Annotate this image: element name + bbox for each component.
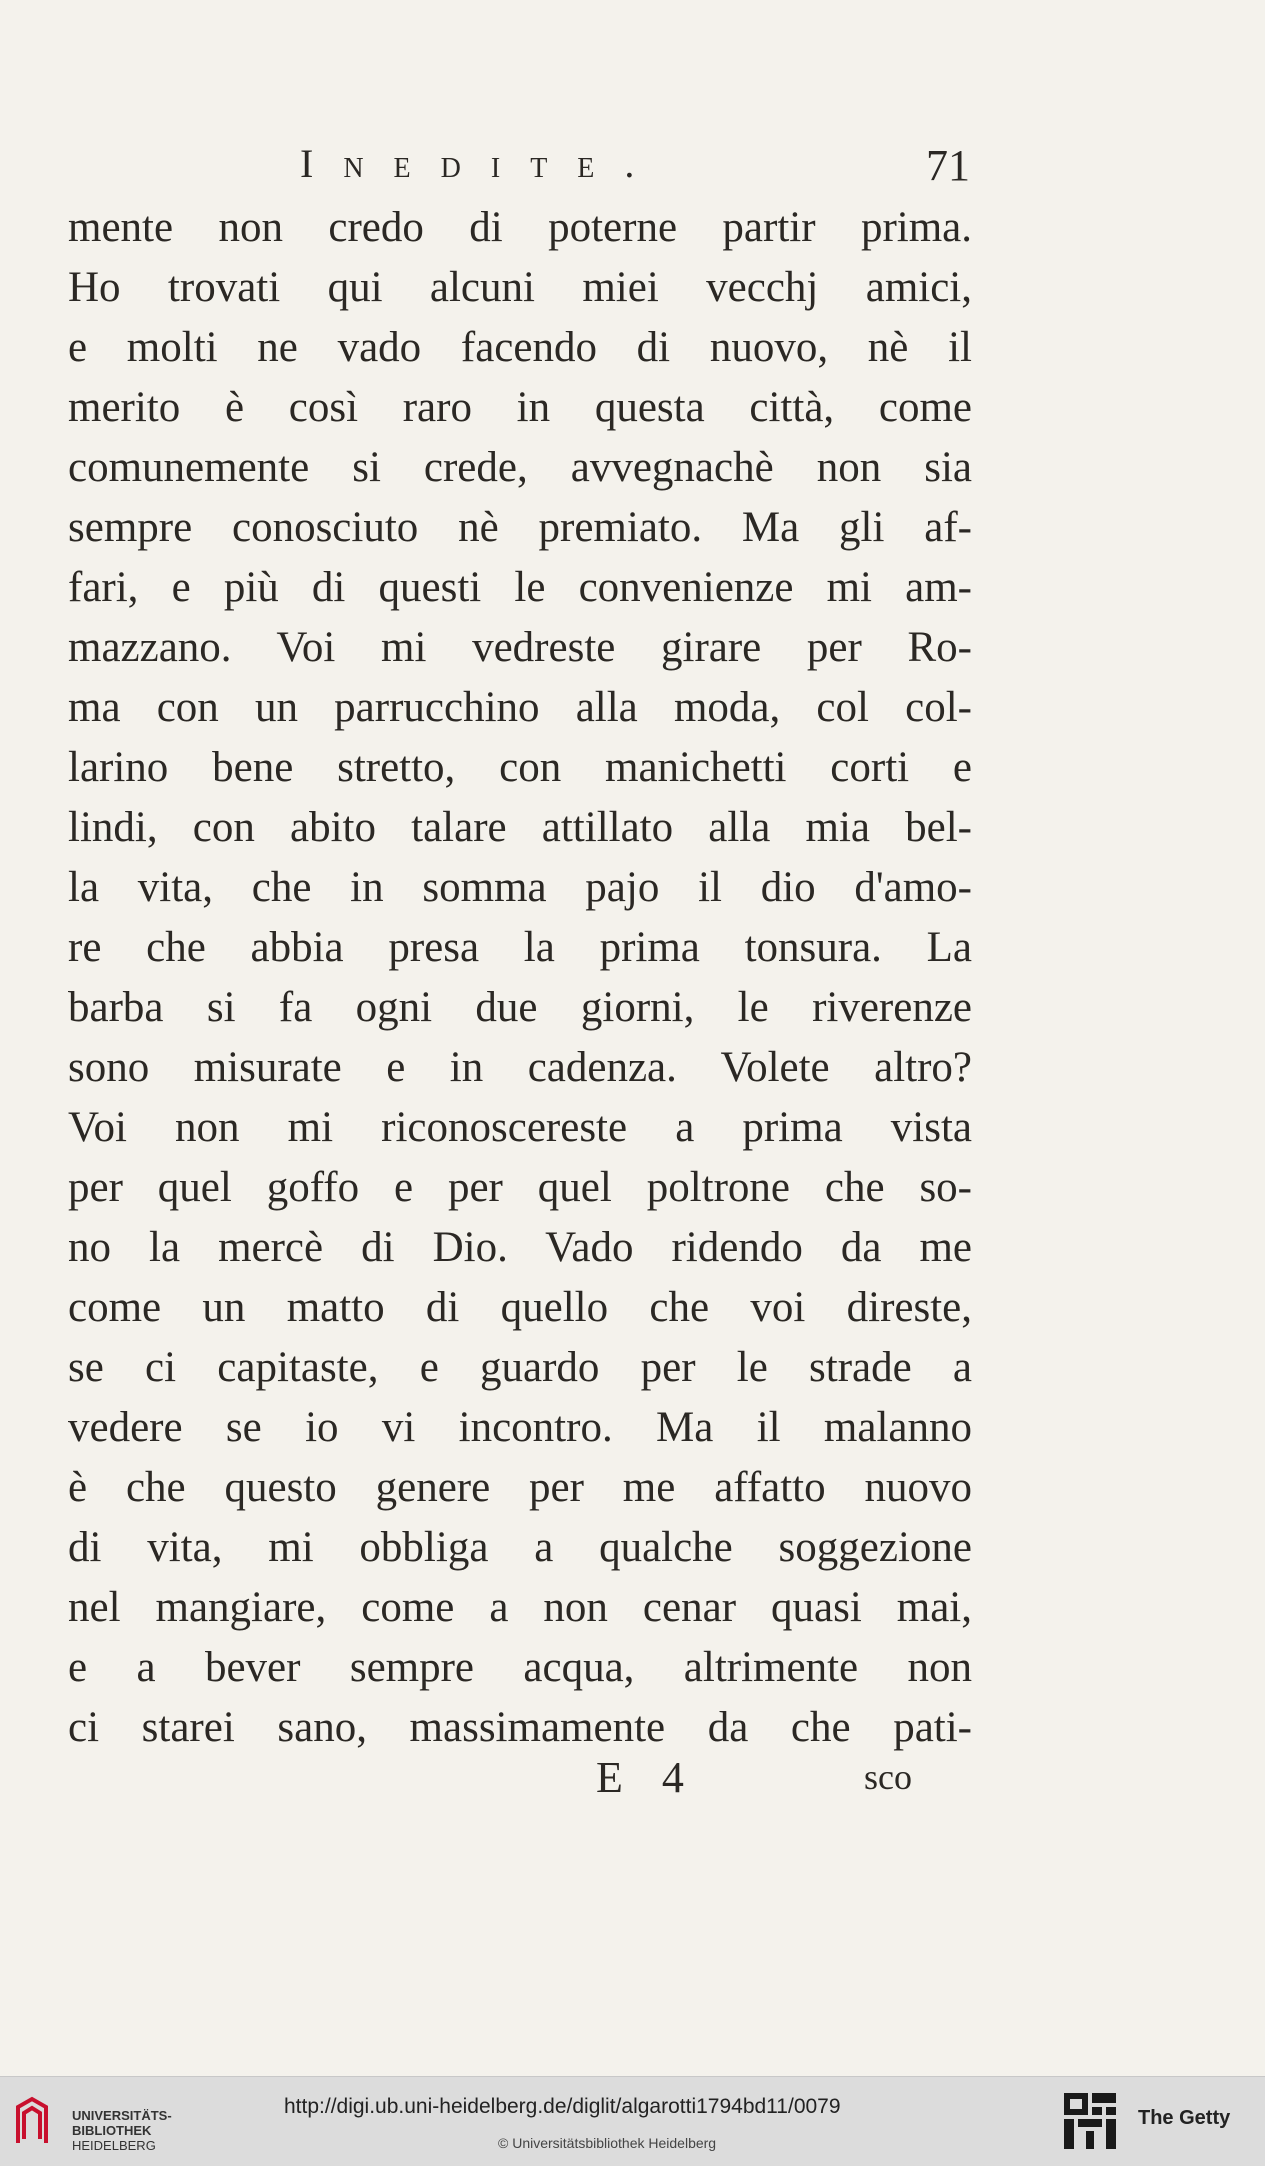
library-name — [72, 2108, 172, 2153]
copyright-notice: © Universitätsbibliothek Heidelberg — [498, 2135, 717, 2151]
signature-line — [0, 1752, 1265, 1812]
text-line: per quel goffo e per quel poltrone che so- — [68, 1164, 972, 1211]
text-line: mente non credo di poterne partir prima. — [68, 204, 972, 251]
text-line: barba si fa ogni due giorni, le riverenze — [68, 984, 972, 1031]
library-emblem-icon — [14, 2095, 50, 2147]
text-line: sempre conosciuto nè premiato. Ma gli af- — [68, 504, 972, 551]
text-line: merito è così raro in questa città, come — [68, 384, 972, 431]
text-line: sono misurate e in cadenza. Volete altro? — [68, 1044, 972, 1091]
text-line: ma con un parrucchino alla moda, col col- — [68, 684, 972, 731]
catchword: sco — [864, 1757, 912, 1797]
text-line: nel mangiare, come a non cenar quasi mai, — [68, 1584, 972, 1631]
library-logo[interactable] — [14, 2091, 194, 2151]
text-line: è che questo genere per me affatto nuovo — [68, 1464, 972, 1511]
running-head-title: Inedite. — [300, 141, 665, 186]
library-name-line: HEIDELBERG — [72, 2138, 156, 2153]
text-line: fari, e più di questi le convenienze mi am- — [68, 564, 972, 611]
text-line: ci starei sano, massimamente da che pati- — [68, 1704, 972, 1751]
text-line: mazzano. Voi mi vedreste girare per Ro- — [68, 624, 972, 671]
getty-logo-icon[interactable] — [1062, 2091, 1122, 2151]
text-line: la vita, che in somma pajo il dio d'amo- — [68, 864, 972, 911]
permalink-url[interactable]: http://digi.ub.uni-heidelberg.de/diglit/algarotti1794bd11/0079 — [284, 2095, 841, 2118]
text-line: comunemente si crede, avvegnachè non sia — [68, 444, 972, 491]
library-name-line: BIBLIOTHEK — [72, 2123, 152, 2138]
page-number: 71 — [926, 141, 970, 190]
text-line: larino bene stretto, con manichetti corti e — [68, 744, 972, 791]
viewer-footer — [0, 2076, 1265, 2166]
text-line: come un matto di quello che voi direste, — [68, 1284, 972, 1331]
body-text — [68, 198, 972, 1758]
text-line: e a bever sempre acqua, altrimente non — [68, 1644, 972, 1691]
text-line: di vita, mi obbliga a qualche soggezione — [68, 1524, 972, 1571]
running-head — [300, 140, 980, 200]
text-line: lindi, con abito talare attillato alla mia bel- — [68, 804, 972, 851]
text-line: e molti ne vado facendo di nuovo, nè il — [68, 324, 972, 371]
text-line: se ci capitaste, e guardo per le strade a — [68, 1344, 972, 1391]
text-line: re che abbia presa la prima tonsura. La — [68, 924, 972, 971]
partner-name: The Getty — [1138, 2107, 1231, 2129]
text-line: vedere se io vi incontro. Ma il malanno — [68, 1404, 972, 1451]
library-name-line: UNIVERSITÄTS- — [72, 2108, 172, 2123]
text-line: Ho trovati qui alcuni miei vecchj amici, — [68, 264, 972, 311]
text-line: no la mercè di Dio. Vado ridendo da me — [68, 1224, 972, 1271]
text-line: Voi non mi riconoscereste a prima vista — [68, 1104, 972, 1151]
printer-signature: E 4 — [596, 1753, 698, 1802]
